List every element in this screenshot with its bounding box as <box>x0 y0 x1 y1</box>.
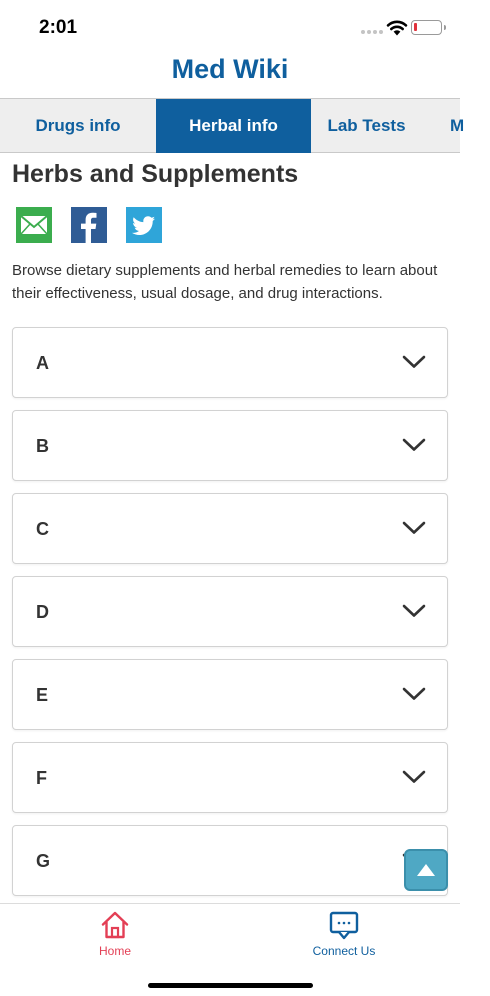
tab-more[interactable]: M <box>450 116 465 135</box>
facebook-icon <box>71 207 107 243</box>
chevron-down-icon <box>402 687 426 701</box>
accordion-item-b[interactable] <box>12 410 448 481</box>
facebook-share-button[interactable] <box>71 207 107 243</box>
accordion-letter: G <box>36 851 51 871</box>
home-indicator <box>148 983 313 988</box>
chevron-down-icon <box>402 355 426 369</box>
tab-lab-tests[interactable]: Lab Tests <box>327 116 406 135</box>
nav-home[interactable] <box>60 910 170 958</box>
chevron-down-icon <box>402 770 426 784</box>
battery-icon <box>411 20 442 35</box>
accordion-letter: B <box>36 436 49 456</box>
accordion-item-c[interactable] <box>12 493 448 564</box>
home-icon <box>100 910 130 940</box>
twitter-icon <box>126 207 162 243</box>
accordion-letter: D <box>36 602 49 622</box>
tab-herbal-info[interactable]: Herbal info <box>156 99 311 153</box>
page-heading: Herbs and Supplements <box>12 160 299 188</box>
accordion-letter: E <box>36 685 49 705</box>
wifi-icon <box>386 19 408 36</box>
accordion-item-a[interactable] <box>12 327 448 398</box>
accordion-letter: A <box>36 353 49 373</box>
tab-drugs-info[interactable]: Drugs info <box>35 116 121 135</box>
chevron-down-icon <box>402 604 426 618</box>
status-time: 2:01 <box>39 17 78 38</box>
email-icon <box>16 207 52 243</box>
arrow-up-icon <box>417 864 435 876</box>
chevron-down-icon <box>402 521 426 535</box>
cellular-signal-icon <box>361 30 383 34</box>
accordion-letter: C <box>36 519 49 539</box>
twitter-share-button[interactable] <box>126 207 162 243</box>
email-share-button[interactable] <box>16 207 52 243</box>
scroll-to-top-button[interactable] <box>404 849 448 891</box>
accordion-item-g[interactable] <box>12 825 448 896</box>
chevron-down-icon <box>402 438 426 452</box>
nav-connect-us-label: Connect Us <box>312 944 376 958</box>
accordion-item-d[interactable] <box>12 576 448 647</box>
accordion-letter: F <box>36 768 47 788</box>
tab-bar <box>0 98 465 153</box>
description-text: Browse dietary supplements and herbal remedies to learn about their effectiveness, usual dosage, and drug interactions. <box>12 262 438 302</box>
battery-level <box>414 23 417 31</box>
status-bar <box>0 0 460 50</box>
nav-home-label: Home <box>98 944 131 958</box>
nav-connect-us[interactable] <box>289 910 399 958</box>
chat-icon <box>329 910 359 940</box>
app-title: Med Wiki <box>171 54 289 84</box>
accordion-item-f[interactable] <box>12 742 448 813</box>
accordion-item-e[interactable] <box>12 659 448 730</box>
bottom-nav <box>0 903 460 996</box>
